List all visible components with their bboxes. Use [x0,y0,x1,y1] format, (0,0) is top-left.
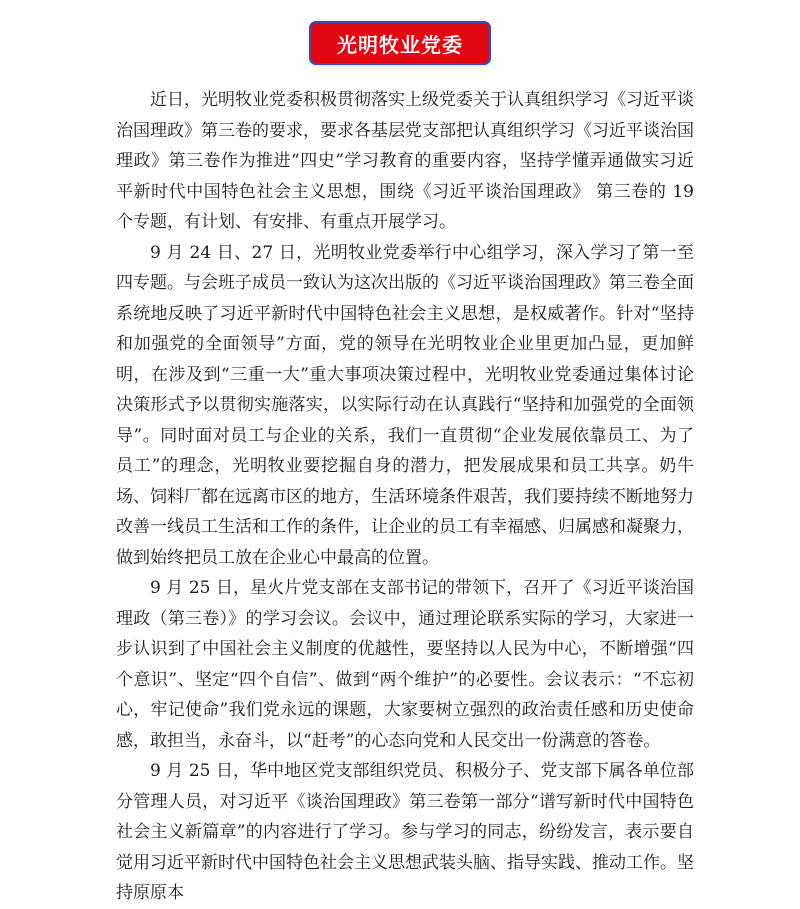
title-banner [0,21,800,65]
document-title: 光明牧业党委 [337,32,463,57]
paragraph-xinghuo-branch: 9 月 25 日，星火片党支部在支部书记的带领下，召开了《习近平谈治国理政（第三卷）》的学习会议。会议中，通过理论联系实际的学习，大家进一步认识到了中国社会主义制度的优越性，要坚持以人民为中心，不断增强“四个意识”、坚定“四个自信”、做到“两个维护”的必要性。会议表示：“不忘初心，牢记使命”我们党永远的课题，大家要树立强烈的政治责任感和历史使命感，敢担当，永奋斗，以“赶考”的心态向党和人民交出一份满意的答卷。 [116,578,694,751]
paragraph-intro: 近日，光明牧业党委积极贯彻落实上级党委关于认真组织学习《习近平谈治国理政》第三卷的要求，要求各基层党支部把认真组织学习《习近平谈治国理政》第三卷作为推进“四史”学习教育的重要内容，坚持学懂弄通做实习近平新时代中国特色社会主义思想，围绕《习近平谈治国理政》 第三卷的 19 个专题，有计划、有安排、有重点开展学习。 [116,90,694,232]
title-box [309,21,491,65]
paragraph-party-committee-study: 9 月 24 日、27 日，光明牧业党委举行中心组学习，深入学习了第一至四专题。与会班子成员一致认为这次出版的《习近平谈治国理政》第三卷全面系统地反映了习近平新时代中国特色社会主义思想，是权威著作。针对“坚持和加强党的全面领导”方面，党的领导在光明牧业企业里更加凸显，更加鲜明，在涉及到“三重一大”重大事项决策过程中，光明牧业党委通过集体讨论决策形式予以贯彻实施落实，以实际行动在认真践行“坚持和加强党的全面领导”。同时面对员工与企业的关系，我们一直贯彻“企业发展依靠员工、为了员工”的理念，光明牧业要挖掘自身的潜力，把发展成果和员工共享。奶牛场、饲料厂都在远离市区的地方，生活环境条件艰苦，我们要持续不断地努力改善一线员工生活和工作的条件，让企业的员工有幸福感、归属感和凝聚力，做到始终把员工放在企业心中最高的位置。 [116,242,694,568]
article-body [116,85,694,909]
paragraph-central-china-branch: 9 月 25 日，华中地区党支部组织党员、积极分子、党支部下属各单位部分管理人员，对习近平《谈治国理政》第三卷第一部分“谱写新时代中国特色社会主义新篇章”的内容进行了学习。参与学习的同志，纷纷发言，表示要自觉用习近平新时代中国特色社会主义思想武装头脑、指导实践、推动工作。坚持原原本 [116,761,694,903]
